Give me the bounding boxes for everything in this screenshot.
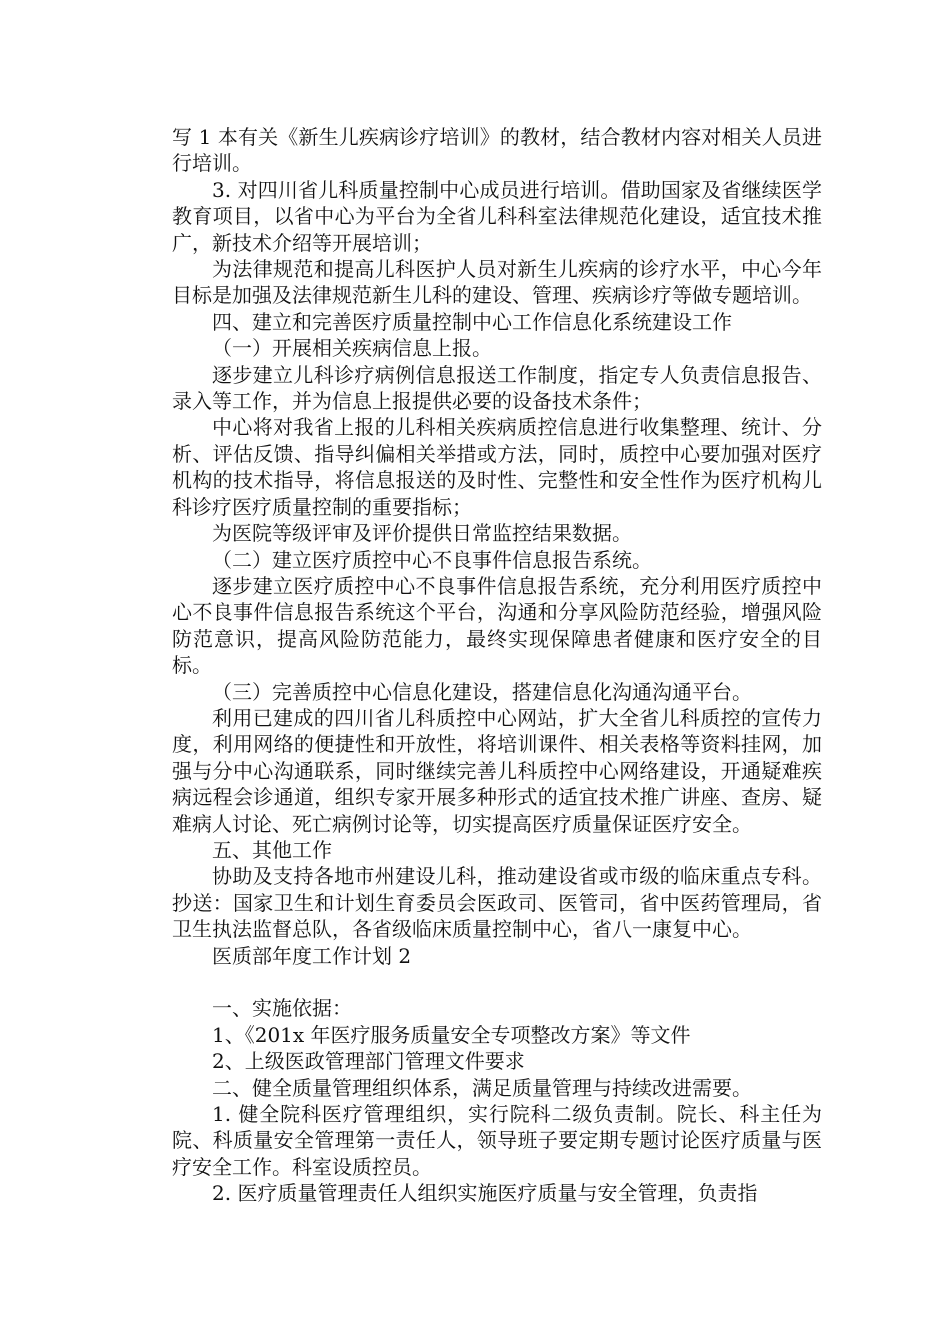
paragraph: 利用已建成的四川省儿科质控中心网站，扩大全省儿科质控的宣传力度，利用网络的便捷性和开放性，将培训课件、相关表格等资料挂网，加强与分中心沟通联系，同时继续完善儿科质控中心网络建设，开通疑难疾病远程会诊通道，组织专家开展多种形式的适宜技术推广讲座、查房、疑难病人讨论、死亡病例讨论等，切实提高医疗质量保证医疗安全。	[172, 705, 822, 836]
paragraph: 1. 健全院科医疗管理组织，实行院科二级负责制。院长、科主任为院、科质量安全管理第一责任人，领导班子要定期专题讨论医疗质量与医疗安全工作。科室设质控员。	[172, 1102, 822, 1179]
subsection-heading: （二）建立医疗质控中心不良事件信息报告系统。	[212, 547, 652, 572]
section-heading: 四、建立和完善医疗质量控制中心工作信息化系统建设工作	[212, 309, 732, 334]
paragraph: 为法律规范和提高儿科医护人员对新生儿疾病的诊疗水平，中心今年目标是加强及法律规范新生儿科的建设、管理、疾病诊疗等做专题培训。	[172, 257, 822, 308]
document-title: 医质部年度工作计划 2	[212, 943, 412, 968]
list-item: 2、上级医政管理部门管理文件要求	[212, 1049, 525, 1074]
paragraph: 逐步建立儿科诊疗病例信息报送工作制度，指定专人负责信息报告、录入等工作，并为信息上报提供必要的设备技术条件；	[172, 362, 822, 414]
list-item: 1、《201x 年医疗服务质量安全专项整改方案》等文件	[212, 1022, 691, 1047]
paragraph: 3. 对四川省儿科质量控制中心成员进行培训。借助国家及省继续医学教育项目，以省中心为平台为全省儿科科室法律规范化建设，适宜技术推广，新技术介绍等开展培训；	[172, 177, 822, 255]
subsection-heading: （一）开展相关疾病信息上报。	[212, 336, 492, 361]
paragraph: 协助及支持各地市州建设儿科，推动建设省或市级的临床重点专科。抄送：国家卫生和计划生育委员会医政司、医管司，省中医药管理局，省卫生执法监督总队，各省级临床质量控制中心，省八一康复中心。	[172, 864, 822, 942]
document-body	[172, 124, 822, 1207]
paragraph: 为医院等级评审及评价提供日常监控结果数据。	[212, 521, 632, 546]
paragraph: 2. 医疗质量管理责任人组织实施医疗质量与安全管理，负责指	[212, 1181, 758, 1206]
paragraph: 中心将对我省上报的儿科相关疾病质控信息进行收集整理、统计、分析、评估反馈、指导纠偏相关举措或方法，同时，质控中心要加强对医疗机构的技术指导，将信息报送的及时性、完整性和安全性作为医疗机构儿科诊疗医疗质量控制的重要指标；	[172, 415, 822, 519]
blank-line	[172, 969, 822, 995]
section-heading: 一、实施依据：	[212, 996, 352, 1021]
paragraph: 写 1 本有关《新生儿疾病诊疗培训》的教材，结合教材内容对相关人员进行培训。	[172, 125, 822, 176]
paragraph: 逐步建立医疗质控中心不良事件信息报告系统，充分利用医疗质控中心不良事件信息报告系统这个平台，沟通和分享风险防范经验，增强风险防范意识，提高风险防范能力，最终实现保障患者健康和医疗安全的目标。	[172, 573, 822, 678]
section-heading: 五、其他工作	[212, 837, 332, 862]
section-heading: 二、健全质量管理组织体系，满足质量管理与持续改进需要。	[212, 1075, 752, 1100]
subsection-heading: （三）完善质控中心信息化建设，搭建信息化沟通沟通平台。	[212, 679, 752, 704]
